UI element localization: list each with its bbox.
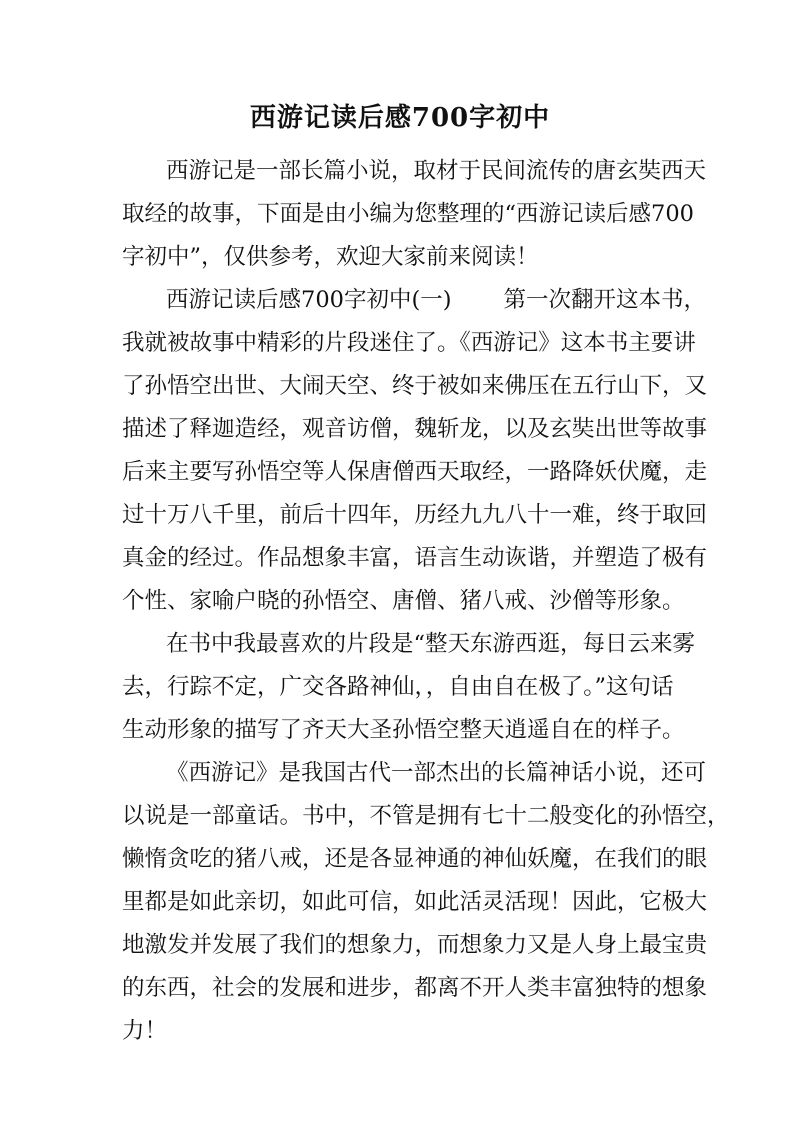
paragraph-line: 以说是一部童话。书中，不管是拥有七十二般变化的孙悟空， xyxy=(122,803,730,829)
paragraph-text: 第一次翻开这本书， xyxy=(503,287,707,313)
paragraph-line: 真金的经过。作品想象丰富，语言生动诙谐，并塑造了极有 xyxy=(122,545,708,571)
paragraph-line: 取经的故事，下面是由小编为您整理的“西游记读后感700 xyxy=(122,201,694,227)
paragraph-line xyxy=(166,285,707,315)
document-title: 西游记读后感700字初中 xyxy=(249,103,551,133)
paragraph-line: 了孙悟空出世、大闹天空、终于被如来佛压在五行山下，又 xyxy=(122,373,708,399)
section-heading: 西游记读后感700字初中(一) xyxy=(166,287,452,313)
paragraph-line: 个性、家喻户晓的孙悟空、唐僧、猪八戒、沙僧等形象。 xyxy=(122,588,685,614)
paragraph-line: 生动形象的描写了齐天大圣孙悟空整天逍遥自在的样子。 xyxy=(122,717,685,743)
paragraph-line: 里都是如此亲切，如此可信，如此活灵活现！因此，它极大 xyxy=(122,889,708,915)
paragraph-line: 的东西，社会的发展和进步，都离不开人类丰富独特的想象 xyxy=(122,975,708,1001)
paragraph-line: 地激发并发展了我们的想象力，而想象力又是人身上最宝贵 xyxy=(122,932,708,958)
paragraph-line: 力！ xyxy=(122,1018,168,1044)
paragraph-line: 《西游记》是我国古代一部杰出的长篇神话小说，还可 xyxy=(166,760,707,786)
paragraph-line: 我就被故事中精彩的片段迷住了。《西游记》这本书主要讲 xyxy=(122,330,696,356)
paragraph-line: 去，行踪不定，广交各路神仙，，自由自在极了。”这句话 xyxy=(122,674,674,700)
paragraph-line: 过十万八千里，前后十四年，历经九九八十一难，终于取回 xyxy=(122,502,708,528)
paragraph-line: 懒惰贪吃的猪八戒，还是各显神通的神仙妖魔，在我们的眼 xyxy=(122,846,708,872)
paragraph-line: 在书中我最喜欢的片段是“整天东游西逛，每日云来雾 xyxy=(166,631,696,657)
paragraph-line: 字初中”，仅供参考，欢迎大家前来阅读！ xyxy=(122,244,539,270)
paragraph-line: 描述了释迦造经，观音访僧，魏斩龙，以及玄奘出世等故事 xyxy=(122,416,708,442)
paragraph-line: 西游记是一部长篇小说，取材于民间流传的唐玄奘西天 xyxy=(166,158,707,184)
paragraph-line: 后来主要写孙悟空等人保唐僧西天取经，一路降妖伏魔，走 xyxy=(122,459,708,485)
